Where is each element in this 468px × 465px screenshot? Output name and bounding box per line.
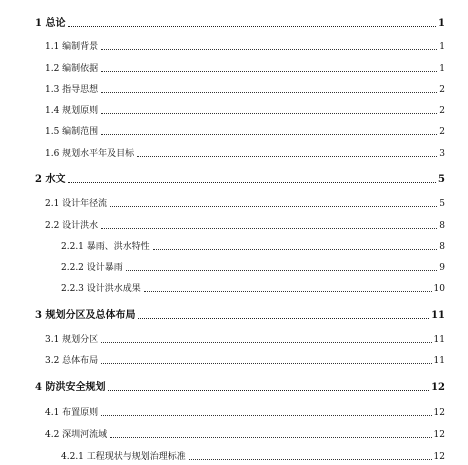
toc-entry-page-number: 2 <box>439 106 445 116</box>
toc-entry-page-number: 11 <box>431 310 445 321</box>
toc-entry-title: 1.1 编制背景 <box>45 42 99 52</box>
dot-leader <box>101 228 437 229</box>
dot-leader <box>101 49 437 50</box>
toc-entry-title: 1.3 指导思想 <box>45 85 99 95</box>
toc-section-entry[interactable] <box>45 43 445 52</box>
dot-leader <box>101 92 437 93</box>
dot-leader <box>137 156 437 157</box>
dot-leader <box>68 182 436 183</box>
toc-entry-page-number: 9 <box>439 263 445 273</box>
dot-leader <box>110 206 437 207</box>
toc-entry-title: 2.2.1 暴雨、洪水特性 <box>61 242 150 252</box>
toc-entry-title: 3.1 规划分区 <box>45 335 99 345</box>
toc-subsection-entry[interactable] <box>61 453 445 462</box>
dot-leader <box>153 249 438 250</box>
toc-entry-title: 4.1 布置原则 <box>45 408 99 418</box>
toc-section-entry[interactable] <box>45 128 445 137</box>
toc-section-entry[interactable] <box>45 86 445 95</box>
toc-entry-title: 1.6 规划水平年及目标 <box>45 149 135 159</box>
toc-entry-title: 2.2 设计洪水 <box>45 221 99 231</box>
toc-entry-page-number: 1 <box>439 64 445 74</box>
dot-leader <box>101 342 431 343</box>
dot-leader <box>138 318 429 319</box>
toc-entry-title: 4.2.1 工程现状与规划治理标准 <box>61 452 186 462</box>
toc-entry-title: 4 防洪安全规划 <box>35 382 106 393</box>
dot-leader <box>101 363 431 364</box>
toc-section-entry[interactable] <box>45 150 445 159</box>
toc-entry-page-number: 8 <box>439 221 445 231</box>
toc-entry-page-number: 2 <box>439 85 445 95</box>
toc-entry-title: 2.2.2 设计暴雨 <box>61 263 123 273</box>
toc-entry-page-number: 5 <box>439 199 445 209</box>
toc-entry-page-number: 2 <box>439 127 445 137</box>
toc-entry-page-number: 11 <box>433 335 445 345</box>
toc-section-entry[interactable] <box>45 107 445 116</box>
dot-leader <box>101 113 437 114</box>
toc-entry-page-number: 11 <box>433 356 445 366</box>
dot-leader <box>108 390 429 391</box>
toc-entry-page-number: 12 <box>433 430 445 440</box>
dot-leader <box>68 26 436 27</box>
toc-subsection-entry[interactable] <box>61 264 445 273</box>
toc-chapter-entry[interactable] <box>35 19 445 29</box>
toc-subsection-entry[interactable] <box>61 243 445 252</box>
dot-leader <box>144 291 432 292</box>
dot-leader <box>110 437 431 438</box>
toc-section-entry[interactable] <box>45 222 445 231</box>
toc-section-entry[interactable] <box>45 65 445 74</box>
toc-entry-page-number: 12 <box>433 452 445 462</box>
toc-entry-title: 1.2 编制依据 <box>45 64 99 74</box>
toc-entry-title: 2.1 设计年径流 <box>45 199 108 209</box>
toc-entry-page-number: 10 <box>433 284 445 294</box>
toc-entry-title: 2.2.3 设计洪水成果 <box>61 284 141 294</box>
dot-leader <box>126 270 438 271</box>
toc-chapter-entry[interactable] <box>35 311 445 321</box>
toc-subsection-entry[interactable] <box>61 285 445 294</box>
toc-chapter-entry[interactable] <box>35 175 445 185</box>
toc-section-entry[interactable] <box>45 409 445 418</box>
toc-entry-title: 1.5 编制范围 <box>45 127 99 137</box>
toc-entry-title: 2 水文 <box>35 174 66 185</box>
toc-section-entry[interactable] <box>45 336 445 345</box>
toc-section-entry[interactable] <box>45 431 445 440</box>
toc-chapter-entry[interactable] <box>35 383 445 393</box>
dot-leader <box>101 134 437 135</box>
dot-leader <box>101 415 431 416</box>
toc-entry-page-number: 1 <box>439 42 445 52</box>
toc-entry-page-number: 3 <box>439 149 445 159</box>
toc-entry-title: 3 规划分区及总体布局 <box>35 310 136 321</box>
dot-leader <box>101 71 437 72</box>
toc-entry-title: 3.2 总体布局 <box>45 356 99 366</box>
toc-entry-title: 1.4 规划原则 <box>45 106 99 116</box>
toc-entry-title: 1 总论 <box>35 18 66 29</box>
toc-section-entry[interactable] <box>45 200 445 209</box>
toc-entry-page-number: 8 <box>439 242 445 252</box>
toc-entry-page-number: 12 <box>433 408 445 418</box>
dot-leader <box>189 459 432 460</box>
toc-entry-page-number: 12 <box>431 382 445 393</box>
toc-section-entry[interactable] <box>45 357 445 366</box>
toc-entry-title: 4.2 深圳河流域 <box>45 430 108 440</box>
toc-entry-page-number: 1 <box>438 18 445 29</box>
toc-entry-page-number: 5 <box>438 174 445 185</box>
